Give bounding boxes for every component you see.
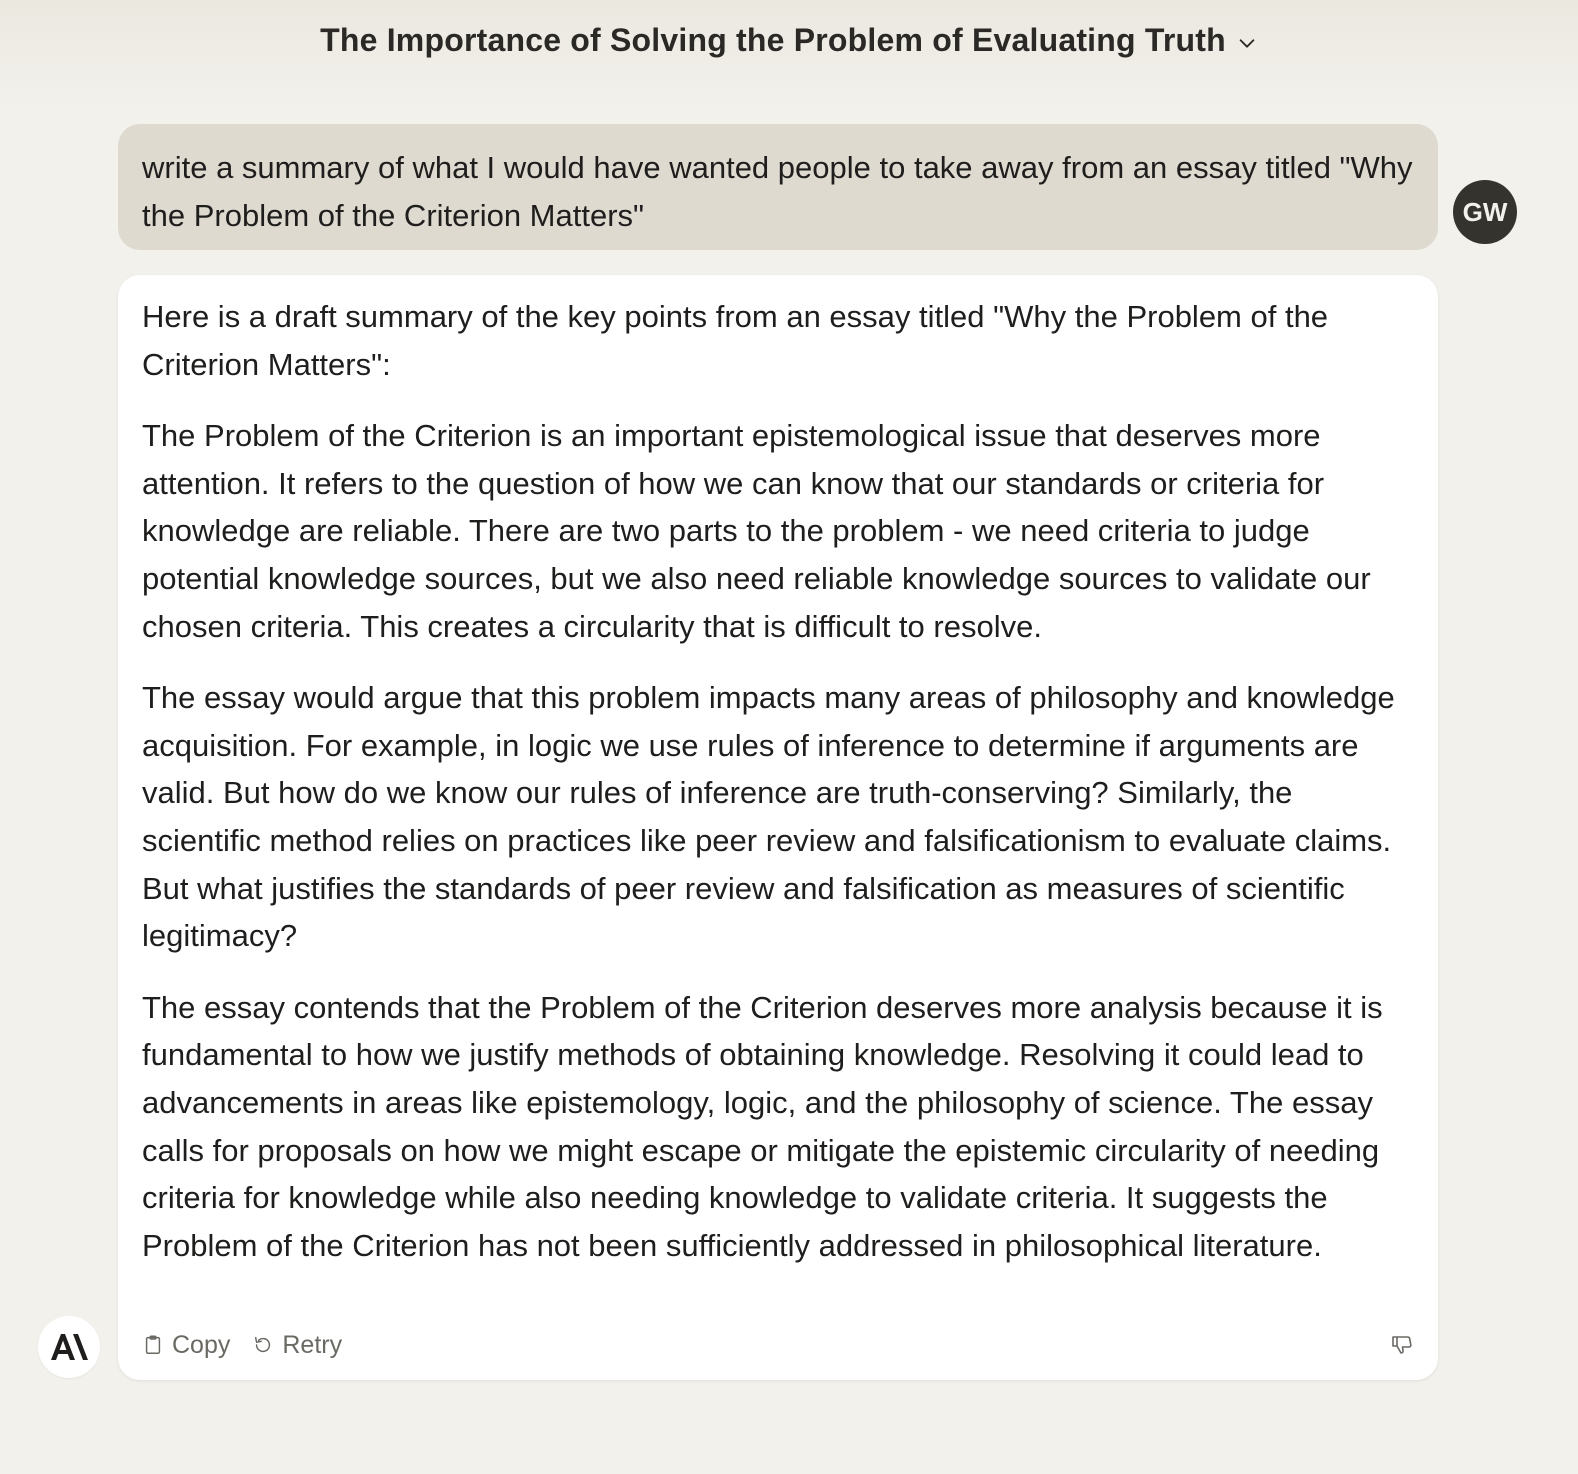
assistant-paragraph: The Problem of the Criterion is an important epistemological issue that deserves more attention. It refers to the question of how we can know that our standards or criteria for knowledge are reliable. There are two parts to the problem - we need criteria to judge potential knowledge sources, but we also need reliable knowledge sources to validate our chosen criteria. This creates a circularity that is difficult to resolve. <box>142 418 1371 644</box>
anthropic-logo-mark <box>49 1332 89 1362</box>
avatar-initials: GW <box>1462 196 1508 227</box>
anthropic-logo-icon <box>38 1316 100 1378</box>
chevron-down-icon[interactable] <box>1236 32 1258 54</box>
copy-label: Copy <box>172 1330 231 1359</box>
clipboard-icon <box>142 1334 164 1356</box>
copy-button[interactable] <box>142 1331 230 1360</box>
avatar[interactable] <box>1453 180 1517 244</box>
assistant-message <box>118 275 1438 1380</box>
assistant-paragraph: Here is a draft summary of the key points from an essay titled "Why the Problem of the Criterion Matters": <box>142 299 1329 382</box>
user-message <box>118 124 1438 250</box>
assistant-paragraph: The essay would argue that this problem impacts many areas of philosophy and knowledge acquisition. For example, in logic we use rules of inference to determine if arguments are valid. But how do we know our rules of inference are truth-conserving? Similarly, the scientific method relies on practices like peer review and falsificationism to evaluate claims. But what justifies the standards of peer review and falsification as measures of scientific legitimacy? <box>142 680 1395 954</box>
user-message-text: write a summary of what I would have wanted people to take away from an essay titled "Why the Problem of the Criterion Matters" <box>142 150 1413 233</box>
retry-label: Retry <box>282 1330 343 1359</box>
thumbs-down-icon[interactable] <box>1390 1333 1414 1357</box>
retry-button[interactable] <box>252 1331 342 1360</box>
conversation-title[interactable]: The Importance of Solving the Problem of Evaluating Truth <box>320 22 1226 58</box>
assistant-paragraph: The essay contends that the Problem of the Criterion deserves more analysis because it is fundamental to how we justify methods of obtaining knowledge. Resolving it could lead to advancements in areas like epistemology, logic, and the philosophy of science. The essay calls for proposals on how we might escape or mitigate the epistemic circularity of needing criteria for knowledge while also needing knowledge to validate criteria. It suggests the Problem of the Criterion has not been sufficiently addressed in philosophical literature. <box>142 989 1383 1263</box>
message-actions <box>142 1327 1414 1363</box>
retry-icon <box>252 1334 274 1356</box>
conversation-header[interactable] <box>0 22 1578 59</box>
